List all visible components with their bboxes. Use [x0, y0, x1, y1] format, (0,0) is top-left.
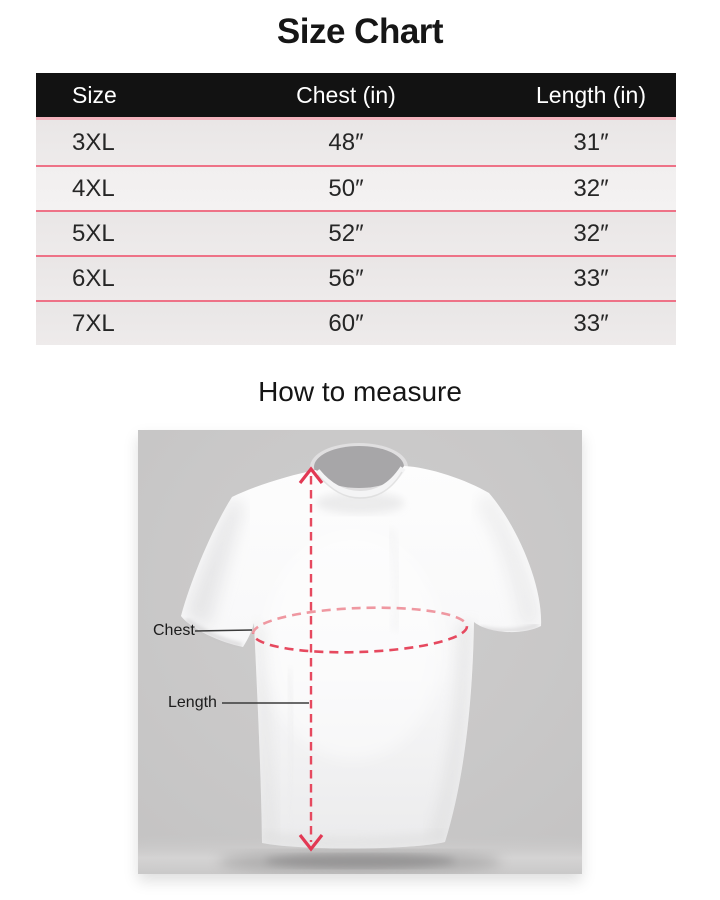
table-row — [36, 165, 676, 210]
table-row — [36, 300, 676, 345]
cell-chest: 60″ — [328, 309, 364, 337]
table-body — [36, 117, 676, 345]
table-row — [36, 120, 676, 165]
cell-size: 6XL — [72, 264, 115, 292]
cell-length: 33″ — [573, 309, 609, 337]
cell-length: 31″ — [573, 128, 609, 156]
length-label: Length — [168, 694, 217, 711]
table-row — [36, 255, 676, 300]
chest-label: Chest — [153, 622, 195, 639]
cell-chest: 52″ — [328, 219, 364, 247]
column-header-length: Length (in) — [536, 81, 646, 108]
column-header-size: Size — [72, 81, 117, 108]
cell-size: 4XL — [72, 174, 115, 202]
measure-diagram — [138, 430, 582, 874]
column-header-chest: Chest (in) — [296, 81, 396, 108]
cell-size: 3XL — [72, 128, 115, 156]
chest-leader-line — [195, 630, 252, 631]
cell-size: 7XL — [72, 309, 115, 337]
size-chart-table — [36, 73, 676, 345]
table-header-row — [36, 73, 676, 117]
cell-length: 32″ — [573, 174, 609, 202]
shirt-floor-shadow-core — [265, 854, 455, 868]
cell-chest: 56″ — [328, 264, 364, 292]
cell-chest: 50″ — [328, 174, 364, 202]
page-title: Size Chart — [276, 12, 444, 51]
cell-length: 32″ — [573, 219, 609, 247]
cell-chest: 48″ — [328, 128, 364, 156]
cell-size: 5XL — [72, 219, 115, 247]
tshirt-diagram-image — [138, 430, 582, 874]
section-heading: How to measure — [258, 376, 462, 407]
table-row — [36, 210, 676, 255]
cell-length: 33″ — [573, 264, 609, 292]
